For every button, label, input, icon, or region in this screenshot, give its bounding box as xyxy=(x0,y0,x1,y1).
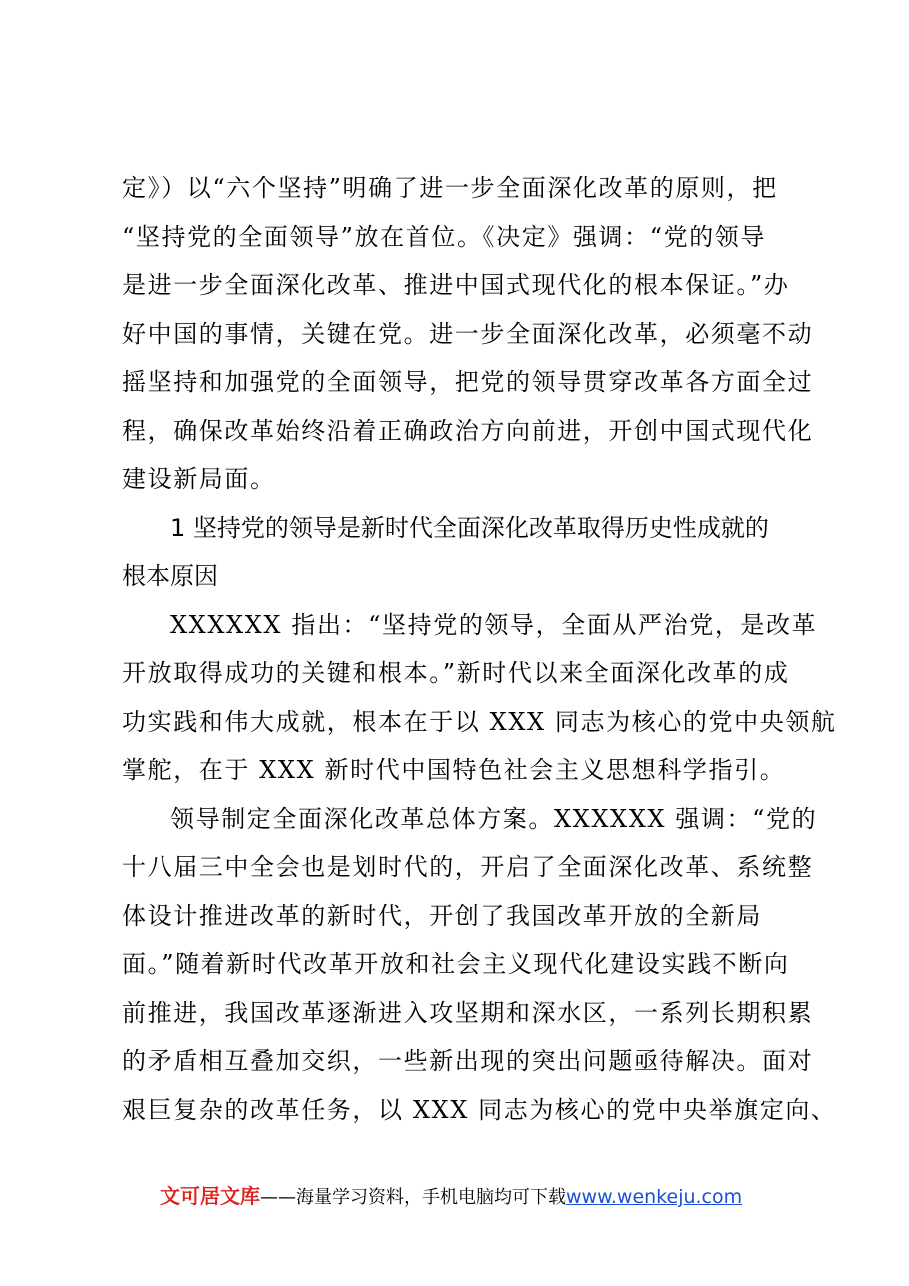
paragraph-line: 前推进，我国改革逐渐进入攻坚期和深水区，一系列长期积累 xyxy=(122,998,814,1027)
footer-slogan: ——海量学习资料，手机电脑均可下载 xyxy=(260,1187,566,1208)
paragraph-line: 定》）以“六个坚持”明确了进一步全面深化改革的原则，把 xyxy=(122,174,778,202)
footer-url-link[interactable]: www.wenkeju.com xyxy=(566,1186,743,1208)
paragraph-line: 功实践和伟大成就，根本在于以 XXX 同志为核心的党中央领航 xyxy=(122,707,837,736)
paragraph-line: 十八届三中全会也是划时代的，开启了全面深化改革、系统整 xyxy=(122,853,814,881)
paragraph-line: 摇坚持和加强党的全面领导，把党的领导贯穿改革各方面全过 xyxy=(122,368,814,396)
paragraph-line: 的矛盾相互叠加交织，一些新出现的突出问题亟待解决。面对 xyxy=(122,1047,814,1075)
paragraph-line: 好中国的事情，关键在党。进一步全面深化改革，必须毫不动 xyxy=(122,319,814,348)
paragraph-line: 掌舵，在于 XXX 新时代中国特色社会主义思想科学指引。 xyxy=(122,756,786,784)
footer-brand: 文可居文库 xyxy=(160,1184,260,1208)
paragraph-line: “坚持党的全面领导”放在首位。《决定》强调：“党的领导 xyxy=(122,222,767,251)
section-heading-line: 1 坚持党的领导是新时代全面深化改革取得历史性成就的 xyxy=(170,513,769,542)
paragraph-line: 面。”随着新时代改革开放和社会主义现代化建设实践不断向 xyxy=(122,950,790,978)
paragraph-line: 程，确保改革始终沿着正确政治方向前进，开创中国式现代化 xyxy=(122,416,814,445)
paragraph-line: 体设计推进改革的新时代，开创了我国改革开放的全新局 xyxy=(122,901,762,930)
section-heading-line: 根本原因 xyxy=(122,562,218,590)
page-footer xyxy=(160,1180,800,1212)
paragraph-line: XXXXXX 指出：“坚持党的领导，全面从严治党，是改革 xyxy=(170,610,818,639)
paragraph-line: 领导制定全面深化改革总体方案。XXXXXX 强调：“党的 xyxy=(170,804,818,833)
document-body xyxy=(122,164,837,1134)
paragraph-line: 建设新局面。 xyxy=(122,465,276,493)
paragraph-line: 开放取得成功的关键和根本。”新时代以来全面深化改革的成 xyxy=(122,659,790,687)
paragraph-line: 艰巨复杂的改革任务，以 XXX 同志为核心的党中央举旗定向、 xyxy=(122,1095,837,1124)
paragraph-line: 是进一步全面深化改革、推进中国式现代化的根本保证。”办 xyxy=(122,271,790,299)
